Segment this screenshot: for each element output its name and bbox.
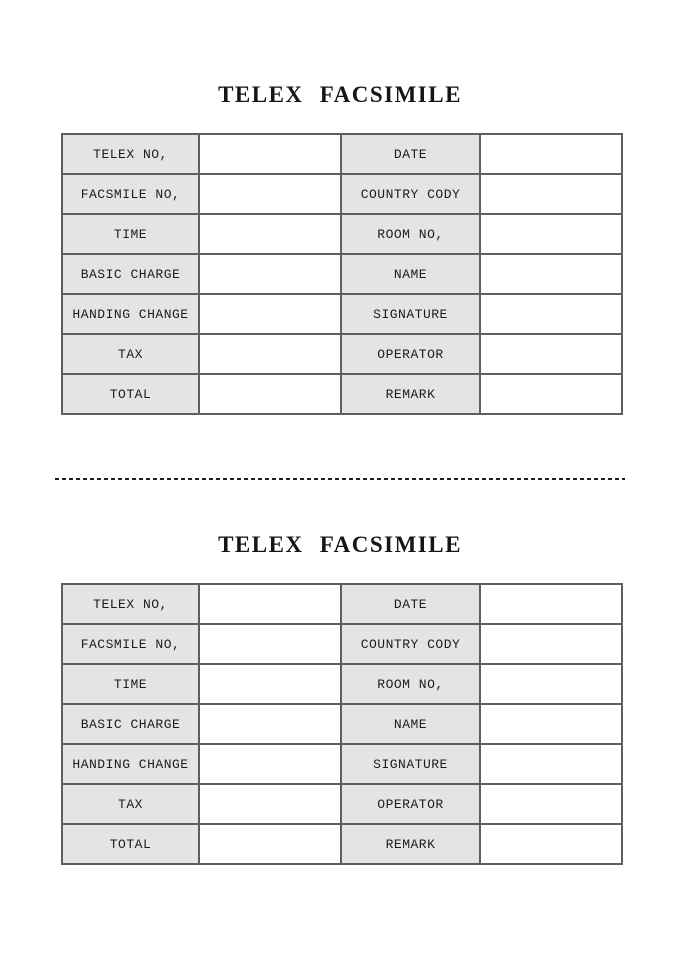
table-row — [62, 744, 622, 784]
form-title: TELEX FACSIMILE — [218, 532, 462, 557]
field-country-cody[interactable] — [480, 174, 622, 214]
field-operator[interactable] — [480, 334, 622, 374]
label-name: NAME — [341, 704, 480, 744]
label-tax: TAX — [62, 334, 199, 374]
table-row — [62, 334, 622, 374]
table-row — [62, 664, 622, 704]
label-date: DATE — [341, 134, 480, 174]
field-telex-no[interactable] — [199, 134, 341, 174]
field-facsmile-no[interactable] — [199, 174, 341, 214]
field-basic-charge[interactable] — [199, 704, 341, 744]
form-title: TELEX FACSIMILE — [218, 82, 462, 107]
table-row — [62, 704, 622, 744]
field-operator[interactable] — [480, 784, 622, 824]
field-date[interactable] — [480, 584, 622, 624]
field-telex-no[interactable] — [199, 584, 341, 624]
label-country-cody: COUNTRY CODY — [341, 624, 480, 664]
label-remark: REMARK — [341, 824, 480, 864]
label-basic-charge: BASIC CHARGE — [62, 704, 199, 744]
label-total: TOTAL — [62, 374, 199, 414]
table-row — [62, 824, 622, 864]
label-telex-no: TELEX NO, — [62, 134, 199, 174]
field-handing-change[interactable] — [199, 294, 341, 334]
telex-form-table-1 — [61, 133, 623, 415]
field-facsmile-no[interactable] — [199, 624, 341, 664]
table-row — [62, 134, 622, 174]
dashed-separator — [55, 478, 625, 480]
table-row — [62, 254, 622, 294]
label-operator: OPERATOR — [341, 784, 480, 824]
table-row — [62, 374, 622, 414]
table-row — [62, 584, 622, 624]
label-operator: OPERATOR — [341, 334, 480, 374]
field-signature[interactable] — [480, 744, 622, 784]
label-basic-charge: BASIC CHARGE — [62, 254, 199, 294]
field-tax[interactable] — [199, 334, 341, 374]
label-country-cody: COUNTRY CODY — [341, 174, 480, 214]
field-country-cody[interactable] — [480, 624, 622, 664]
field-remark[interactable] — [480, 824, 622, 864]
label-signature: SIGNATURE — [341, 744, 480, 784]
label-name: NAME — [341, 254, 480, 294]
table-row — [62, 294, 622, 334]
table-row — [62, 174, 622, 214]
table-row — [62, 624, 622, 664]
label-telex-no: TELEX NO, — [62, 584, 199, 624]
field-total[interactable] — [199, 824, 341, 864]
label-time: TIME — [62, 214, 199, 254]
field-basic-charge[interactable] — [199, 254, 341, 294]
field-name[interactable] — [480, 704, 622, 744]
field-date[interactable] — [480, 134, 622, 174]
table-row — [62, 214, 622, 254]
label-tax: TAX — [62, 784, 199, 824]
table-row — [62, 784, 622, 824]
label-time: TIME — [62, 664, 199, 704]
label-date: DATE — [341, 584, 480, 624]
field-time[interactable] — [199, 664, 341, 704]
telex-form-table-2 — [61, 583, 623, 865]
field-tax[interactable] — [199, 784, 341, 824]
label-room-no: ROOM NO, — [341, 214, 480, 254]
field-signature[interactable] — [480, 294, 622, 334]
label-facsmile-no: FACSMILE NO, — [62, 624, 199, 664]
field-total[interactable] — [199, 374, 341, 414]
field-remark[interactable] — [480, 374, 622, 414]
field-name[interactable] — [480, 254, 622, 294]
field-room-no[interactable] — [480, 214, 622, 254]
label-signature: SIGNATURE — [341, 294, 480, 334]
field-time[interactable] — [199, 214, 341, 254]
label-handing-change: HANDING CHANGE — [62, 294, 199, 334]
label-remark: REMARK — [341, 374, 480, 414]
label-facsmile-no: FACSMILE NO, — [62, 174, 199, 214]
field-handing-change[interactable] — [199, 744, 341, 784]
field-room-no[interactable] — [480, 664, 622, 704]
label-handing-change: HANDING CHANGE — [62, 744, 199, 784]
label-room-no: ROOM NO, — [341, 664, 480, 704]
label-total: TOTAL — [62, 824, 199, 864]
